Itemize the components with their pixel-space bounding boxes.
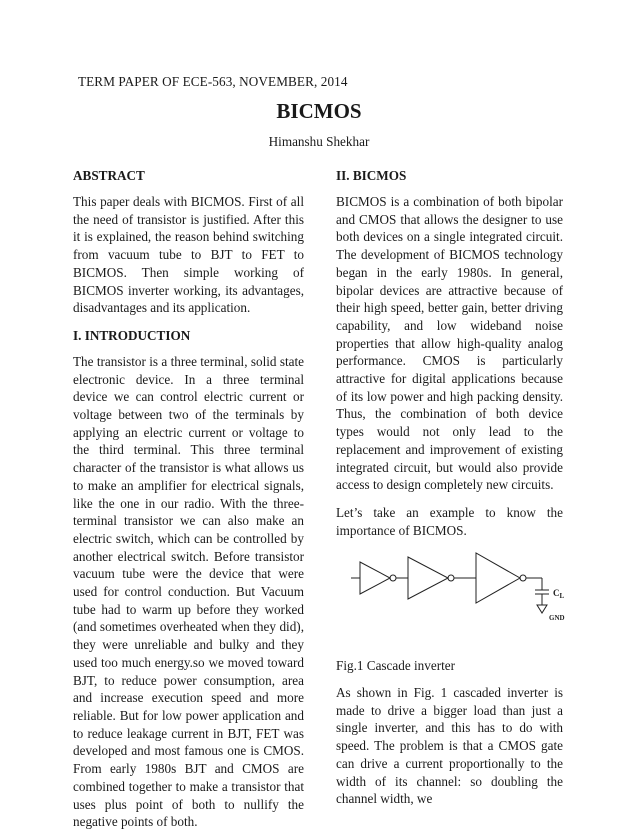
bicmos-paragraph-1: BICMOS is a combination of both bipolar and CMOS that allows the designer to use both devices on a single integrated circuit. The development of BICMOS technology began in the early 1980s. In general, bipolar devices are attractive because of their high speed, better gain, better driving capability, and low wideband noise properties that allow high-quality analog performance. CMOS is particularly attractive for digital applications because of its low power and high packing density. Thus, the combination of both device types would not only lead to the replacement and improvement of existing integrated circuit, but would also provide access to design completely new circuits. [336,194,563,493]
inverter-1 [360,562,390,594]
introduction-text: The transistor is a three terminal, solid state electronic device. In a three terminal device we can control electric current or voltage between two of the terminals by applying an electric current or voltage to the third terminal. This three terminal character of the transistor is what allows us to make an amplifier for electrical signals, like the one in our radio. With the three-terminal transistor we can also make an electric switch, which can be controlled by another electrical switch. Before transistor vacuum tube were the device that were used for control conduction. But Vacuum tube had to warm up before they worked (and sometimes overheated when they did), they were unreliable and bulky and they used too much energy.so we moved toward BJT, to reduce power consumption, area and increase execution speed and more reliable. But for low power application and to reduce leakage current in BJT, FET was developed and most famous one is CMOS. From early 1980s BJT and CMOS are combined together to make a transistor that uses plus point of both to nullify the negative points of both. [73,353,304,830]
ground-symbol [537,605,547,613]
abstract-text: This paper deals with BICMOS. First of all the need of transistor is justified. After this it is explained, the reason behind switching from vacuum tube to BJT to FET to BICMOS. Then simple working of BICMOS inverter working, its advantages, disadvantages and its application. [73,194,304,316]
running-header: TERM PAPER OF ECE-563, NOVEMBER, 2014 [78,74,348,89]
bicmos-heading: II. BICMOS [336,168,407,183]
cap-label-subscript: L [559,592,565,601]
ground-label: GND [549,614,565,623]
cascade-inverter-figure [336,553,563,639]
right-column [336,167,563,808]
cascade-inverter-diagram [336,553,563,639]
abstract-heading: ABSTRACT [73,168,145,183]
bicmos-paragraph-2: Let’s take an example to know the importance of BICMOS. [336,504,563,538]
author-name: Himanshu Shekhar [268,134,370,149]
bicmos-paragraph-3: As shown in Fig. 1 cascaded inverter is made to drive a bigger load than just a single inverter, and this has to do with speed. The problem is that a CMOS gate can drive a current proportionally to the width of its channel: so doubling the channel width, we [336,685,563,807]
figure-caption: Fig.1 Cascade inverter [336,658,456,674]
inverter-3 [476,553,520,603]
cap-label [553,588,565,600]
paper-title: BICMOS [276,99,362,123]
inverter-2 [408,557,448,599]
introduction-heading: I. INTRODUCTION [73,327,191,343]
cap-label-main: C [553,588,560,599]
left-column [73,167,304,831]
